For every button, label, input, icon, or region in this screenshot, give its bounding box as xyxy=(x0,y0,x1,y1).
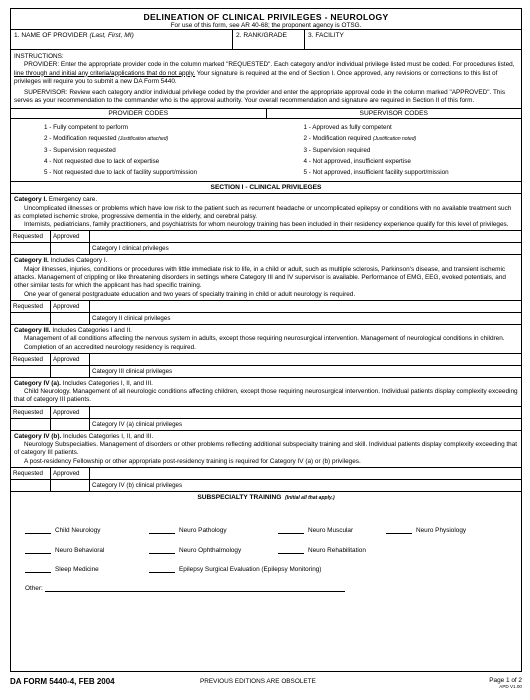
form-title: DELINEATION OF CLINICAL PRIVILEGES - NEUROLOGY xyxy=(143,12,389,22)
subspecialty-label: Child Neurology xyxy=(55,526,101,534)
requested-label: Requested xyxy=(11,468,51,479)
form-subtitle: For use of this form, see AR 40-68; the proponent agency is OTSG. xyxy=(170,22,362,29)
privilege-label: Category I clinical privileges xyxy=(92,245,169,253)
supervisor-code xyxy=(304,145,522,156)
approved-code-input[interactable] xyxy=(51,419,90,430)
category-text xyxy=(11,378,521,406)
page-number: Page 1 of 2 xyxy=(489,677,522,684)
provider-name-field[interactable]: 1. NAME OF PROVIDER (Last, First, MI) xyxy=(11,30,233,49)
category-includes: Includes Category I. xyxy=(48,257,108,265)
request-approve-header xyxy=(11,407,521,418)
subspecialty-item xyxy=(149,527,227,534)
request-approve-header xyxy=(11,468,521,479)
requested-code-input[interactable] xyxy=(11,366,51,377)
subspecialty-grid xyxy=(11,503,521,593)
supervisor-code xyxy=(304,156,522,167)
privilege-label: Category II clinical privileges xyxy=(92,314,171,322)
requested-label: Requested xyxy=(11,407,51,418)
category-heading xyxy=(14,433,518,441)
other-subspecialty xyxy=(25,585,345,592)
category-name: Category I. xyxy=(14,196,48,204)
request-approve-header xyxy=(11,231,521,242)
provider-code-text: 2 - Modification requested xyxy=(44,134,119,142)
approved-code-input[interactable] xyxy=(51,313,90,324)
supervisor-code-note: (Justification noted) xyxy=(372,135,417,142)
subspecialty-label: Neuro Physiology xyxy=(416,526,467,534)
provider-info-row xyxy=(11,29,521,49)
categories-list xyxy=(11,194,521,491)
provider-codes-list xyxy=(11,119,262,181)
initial-blank[interactable] xyxy=(25,527,51,534)
requested-code-input[interactable] xyxy=(11,480,51,491)
category-heading xyxy=(14,327,518,335)
header-spacer xyxy=(90,407,521,418)
approved-label: Approved xyxy=(51,231,90,242)
category-description: Uncomplicated illnesses or problems which have low risk to the patient such as recurrent headache or uncomplicated epilepsy or conditions with no available treatment such as completed ischemic stroke, progressive dementia in the elderly, and cerebral palsy. xyxy=(14,204,512,220)
category-name: Category III. xyxy=(14,326,51,334)
supervisor-code xyxy=(304,122,522,133)
other-label: Other: xyxy=(25,584,43,592)
version-label: APD V1.00 xyxy=(499,684,522,689)
subspecialty-label: Neuro Behavioral xyxy=(55,546,105,554)
subspecialty-title: SUBSPECIALTY TRAINING (Initial all that apply.) xyxy=(11,491,521,503)
supervisor-code-text: 4 - Not approved, insufficient expertise xyxy=(303,158,411,166)
provider-code xyxy=(44,145,262,156)
category-heading xyxy=(14,257,518,265)
category-includes: Includes Categories I and II. xyxy=(50,326,132,334)
form-body xyxy=(10,8,522,672)
category-description: Child Neurology. Management of all neurologic conditions affecting children, except those requiring neurosurgical intervention. Individual patients display complexity exceeding that of category III patients. xyxy=(14,388,518,404)
category-text xyxy=(11,194,521,230)
request-approve-header xyxy=(11,354,521,365)
supervisor-codes-list xyxy=(262,119,522,181)
provider-codes-heading: PROVIDER CODES xyxy=(11,109,267,118)
category-description: Neurology Subspecialties. Management of disorders or other problems reflecting additional subspecialty training and skill. Individual patients display complexity exceeding that of category III patients. xyxy=(14,441,518,457)
requested-label: Requested xyxy=(11,301,51,312)
initial-blank[interactable] xyxy=(25,547,51,554)
category-name: Category II. xyxy=(14,257,49,265)
privilege-label: Category IV (a) clinical privileges xyxy=(92,420,183,428)
initial-blank[interactable] xyxy=(149,547,175,554)
provider-code xyxy=(44,156,262,167)
supervisor-code-text: 5 - Not approved, insufficient facility support/mission xyxy=(303,169,449,177)
approved-code-input[interactable] xyxy=(51,243,90,254)
category-includes: Emergency care. xyxy=(47,196,98,204)
provider-code-text: 3 - Supervision requested xyxy=(44,146,116,154)
supervisor-code-text: 2 - Modification required xyxy=(303,134,373,142)
initial-blank[interactable] xyxy=(149,566,175,573)
category-text xyxy=(11,431,521,467)
category-heading xyxy=(14,196,518,204)
subspecialty-item xyxy=(386,527,466,534)
category-block xyxy=(11,430,521,491)
instructions xyxy=(11,49,521,108)
category-includes: Includes Categories I, II, and III. xyxy=(61,432,154,440)
provider-code xyxy=(44,133,262,145)
rank-grade-field[interactable]: 2. RANK/GRADE xyxy=(233,30,305,49)
approved-label: Approved xyxy=(51,301,90,312)
category-text xyxy=(11,255,521,299)
subspecialty-item xyxy=(149,566,321,573)
section-1-title: SECTION I - CLINICAL PRIVILEGES xyxy=(11,181,521,194)
category-name: Category IV (a). xyxy=(14,379,61,387)
privilege-row xyxy=(11,365,521,377)
codes-header xyxy=(11,108,521,119)
subspecialty-label: Neuro Rehabilitation xyxy=(308,546,366,554)
other-input[interactable] xyxy=(45,585,345,592)
subspecialty-item xyxy=(278,527,353,534)
supervisor-code xyxy=(304,133,522,145)
request-approve-table xyxy=(11,467,521,491)
category-block xyxy=(11,254,521,323)
supervisor-code-text: 1 - Approved as fully competent xyxy=(303,123,392,131)
supervisor-instructions: SUPERVISOR: Review each category and/or individual privilege coded by the provider and enter the appropriate approval code in the column marked "APPROVED". This serves as your recommendation to the commander who is the approval authority. Your overall recommendation and signature are required in Section II of this form. xyxy=(14,89,506,105)
requested-code-input[interactable] xyxy=(11,313,51,324)
instructions-heading: INSTRUCTIONS: xyxy=(14,53,64,60)
request-approve-table xyxy=(11,353,521,377)
privilege-label: Category III clinical privileges xyxy=(92,367,173,375)
approved-label: Approved xyxy=(51,468,90,479)
initial-blank[interactable] xyxy=(386,527,412,534)
initial-blank[interactable] xyxy=(278,547,304,554)
category-block xyxy=(11,324,521,377)
form-number: DA FORM 5440-4, FEB 2004 xyxy=(10,677,115,686)
subspecialty-item xyxy=(278,547,366,554)
approved-code-input[interactable] xyxy=(51,480,90,491)
approved-label: Approved xyxy=(51,354,90,365)
subspecialty-label: Sleep Medicine xyxy=(55,565,99,573)
category-description: Management of all conditions affecting the nervous system in adults, except those requiring neurosurgical intervention. Management of neurological conditions in children. xyxy=(24,335,505,343)
privilege-label: Category IV (b) clinical privileges xyxy=(92,481,183,489)
header-spacer xyxy=(90,231,521,242)
initial-blank[interactable] xyxy=(278,527,304,534)
request-approve-table xyxy=(11,300,521,324)
privilege-row xyxy=(11,418,521,430)
category-description: Major illnesses, injuries, conditions or procedures with little immediate risk to life, in a child or adult, such as multiple sclerosis, Parkinson's disease, and transient ischemic attacks. Management of crippling or like threatening disorders in settings where Category III and IV supervisor is available. Performance of EMG, EEG, evoked potentials, and other similar tests for which the applicant has had specific training. xyxy=(14,265,506,290)
facility-field[interactable]: 3. FACILITY xyxy=(308,32,344,39)
category-block xyxy=(11,377,521,430)
approved-code-input[interactable] xyxy=(51,366,90,377)
initial-blank[interactable] xyxy=(25,566,51,573)
provider-code-note: (Justification attached) xyxy=(118,135,169,142)
subspecialty-item xyxy=(25,547,104,554)
page-info xyxy=(489,677,522,689)
category-description: A post-residency Fellowship or other appropriate post-residency training is required for Category IV (a) or (b) privileges. xyxy=(24,457,361,465)
request-approve-table xyxy=(11,406,521,430)
category-text xyxy=(11,325,521,353)
category-description: Completion of an accredited neurology residency is required. xyxy=(24,343,196,351)
subspecialty-label: Neuro Ophthalmology xyxy=(179,546,242,554)
request-approve-header xyxy=(11,301,521,312)
subspecialty-label: Neuro Muscular xyxy=(308,526,354,534)
subspecialty-label: Epilepsy Surgical Evaluation (Epilepsy Monitoring) xyxy=(179,565,322,573)
provider-instructions: PROVIDER: Enter the appropriate provider code in the column marked "REQUESTED". Each category and/or individual privilege listed must be coded. For procedures listed, line through and initial any criteria/applications that do not apply. Your signature is required at the end of Section I. Once approved, any revisions or corrections to this list of privileges will require you to submit a new DA Form 5440. xyxy=(14,61,515,85)
supervisor-code xyxy=(304,167,522,178)
provider-code xyxy=(44,167,262,178)
category-name: Category IV (b). xyxy=(14,432,62,440)
request-approve-table xyxy=(11,230,521,254)
subspecialty-item xyxy=(149,547,241,554)
category-description: Internists, pediatricians, family practitioners, and psychiatrists for whom neurology training has been included in their residency experience qualify for this level of privileges. xyxy=(24,221,509,229)
privilege-row xyxy=(11,312,521,324)
requested-label: Requested xyxy=(11,354,51,365)
category-heading xyxy=(14,380,518,388)
provider-code-text: 1 - Fully competent to perform xyxy=(44,123,128,131)
requested-code-input[interactable] xyxy=(11,243,51,254)
subspecialty-item xyxy=(25,566,99,573)
header-spacer xyxy=(90,468,521,479)
requested-code-input[interactable] xyxy=(11,419,51,430)
category-description: One year of general postgraduate education and two years of specialty training in child or adult neurology is required. xyxy=(24,290,356,298)
category-includes: Includes Categories I, II, and III. xyxy=(60,379,153,387)
codes-table xyxy=(11,119,521,181)
header-spacer xyxy=(90,301,521,312)
provider-code xyxy=(44,122,262,133)
provider-code-text: 5 - Not requested due to lack of facility support/mission xyxy=(44,169,197,177)
privilege-row xyxy=(11,242,521,254)
supervisor-code-text: 3 - Supervision required xyxy=(303,146,371,154)
supervisor-codes-heading: SUPERVISOR CODES xyxy=(359,109,428,117)
subspecialty-label: Neuro Pathology xyxy=(179,526,227,534)
header-spacer xyxy=(90,354,521,365)
approved-label: Approved xyxy=(51,407,90,418)
provider-code-text: 4 - Not requested due to lack of expertise xyxy=(44,158,160,166)
requested-label: Requested xyxy=(11,231,51,242)
initial-blank[interactable] xyxy=(149,527,175,534)
category-block xyxy=(11,194,521,254)
obsolete-notice: PREVIOUS EDITIONS ARE OBSOLETE xyxy=(200,678,316,685)
privilege-row xyxy=(11,479,521,491)
subspecialty-item xyxy=(25,527,100,534)
